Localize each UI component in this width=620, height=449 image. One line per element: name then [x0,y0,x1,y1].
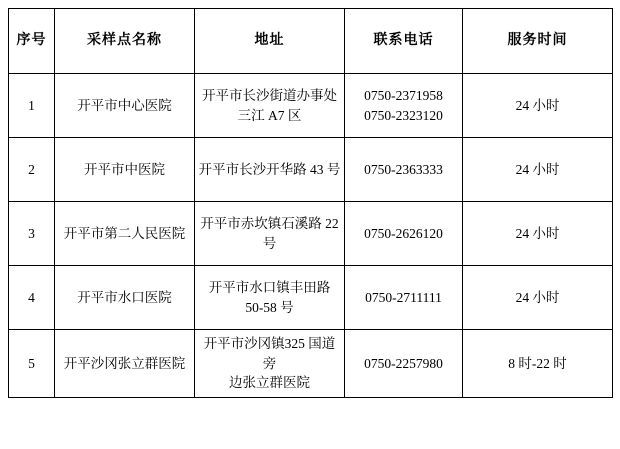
phone-line: 0750-2323120 [364,107,443,123]
address-line: 开平市沙冈镇325 国道旁 [203,336,336,371]
cell-name: 开平沙冈张立群医院 [55,330,195,398]
phone-line: 0750-2257980 [364,355,443,371]
address-line: 开平市长沙街道办事处 [202,87,337,103]
cell-phone [345,266,463,330]
cell-phone [345,74,463,138]
cell-service-time: 24 小时 [463,266,613,330]
table-body [9,74,613,398]
table-row [9,74,613,138]
address-line: 开平市赤坎镇石溪路 22 [200,215,339,231]
cell-no: 2 [9,138,55,202]
table-row [9,202,613,266]
cell-name: 开平市中心医院 [55,74,195,138]
cell-address [195,138,345,202]
phone-line: 0750-2371958 [364,87,443,103]
column-header-name: 采样点名称 [55,9,195,74]
cell-address [195,266,345,330]
phone-line: 0750-2711111 [365,289,442,305]
cell-service-time: 8 时-22 时 [463,330,613,398]
cell-no: 3 [9,202,55,266]
cell-service-time: 24 小时 [463,74,613,138]
column-header-service-time: 服务时间 [463,9,613,74]
cell-phone [345,138,463,202]
sampling-points-table [8,8,613,398]
address-line: 50-58 号 [245,299,294,315]
cell-name: 开平市第二人民医院 [55,202,195,266]
cell-phone [345,330,463,398]
table-row [9,138,613,202]
address-line: 开平市水口镇丰田路 [208,279,331,295]
address-line: 三江 A7 区 [237,107,302,123]
table-header-row [9,9,613,74]
address-line: 开平市长沙开华路 43 号 [198,161,341,177]
column-header-no: 序号 [9,9,55,74]
cell-address [195,330,345,398]
cell-name: 开平市水口医院 [55,266,195,330]
cell-name: 开平市中医院 [55,138,195,202]
address-line: 边张立群医院 [229,375,310,391]
cell-service-time: 24 小时 [463,138,613,202]
cell-no: 1 [9,74,55,138]
cell-no: 4 [9,266,55,330]
cell-address [195,74,345,138]
address-line: 号 [262,235,277,251]
cell-service-time: 24 小时 [463,202,613,266]
column-header-phone: 联系电话 [345,9,463,74]
cell-no: 5 [9,330,55,398]
table-row [9,330,613,398]
phone-line: 0750-2626120 [364,225,443,241]
phone-line: 0750-2363333 [364,161,443,177]
cell-phone [345,202,463,266]
column-header-address: 地址 [195,9,345,74]
table-row [9,266,613,330]
sampling-points-table-wrapper [8,8,612,398]
table-header [9,9,613,74]
cell-address [195,202,345,266]
